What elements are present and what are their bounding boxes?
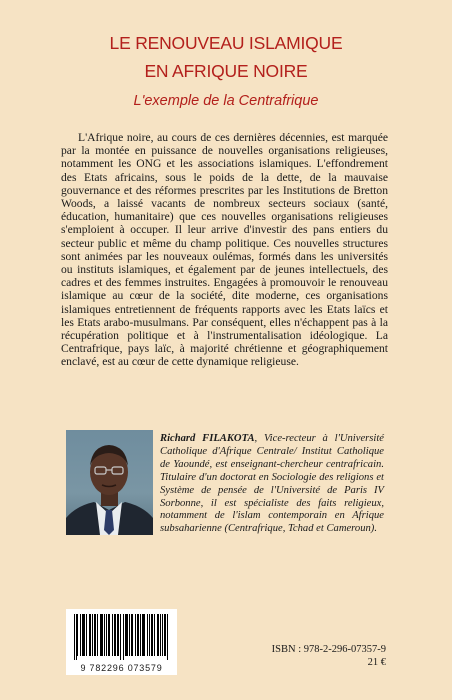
author-bio [160, 433, 384, 536]
price: 21 € [367, 657, 386, 668]
barcode-digits: 9 782296 073579 [80, 663, 163, 673]
isbn-block [272, 643, 386, 669]
author-photo [66, 430, 153, 535]
book-title-line1: LE RENOUVEAU ISLAMIQUE [109, 33, 343, 53]
ean13-barcode-icon [74, 614, 169, 660]
barcode [66, 609, 177, 675]
summary-text: L'Afrique noire, au cours de ces dernières décennies, est marquée par la montée en puissance de nouvelles organisations religieuses, notamment les ONG et les associations islamiques. L'effondrement des Etats africains, sous le poids de la dette, de la mauvaise gouvernance et des réformes prescrites par les Institutions de Bretton Woods, a laissé vacants de nombreux secteurs sociaux (santé, éducation, humanitaire) que ces nouvelles organisations religieuses s'emploient à occuper. Il leur arrive d'investir des pans entiers du secteur public et même du champ politique. Ces nouvelles structures sont animées par les nouveaux oulémas, formés dans les universités ou instituts islamiques, et également par de jeunes intellectuels, des cadres et des femmes instruites. Engagées à promouvoir le renouveau islamique au cœur de la société, dite moderne, ces organisations islamiques entretiennent de fréquents rapports avec les Etats laïcs et les Etats arabo-musulmans. Par conséquent, elles n'échappent pas à la récupération politique et à l'instrumentalisation idéologique. La Centrafrique, pays laïc, à majorité chrétienne et géographiquement enclavé, est au cœur de cette dynamique religieuse. [61, 131, 388, 369]
isbn-number: ISBN : 978-2-296-07357-9 [271, 644, 386, 655]
author-name: Richard FILAKOTA [160, 433, 255, 444]
author-bio-text: , Vice-recteur à l'Université Catholique d'Afrique Centrale/ Institut Catholique de Yaoundé, est enseignant-chercheur centrafricain. Titulaire d'un doctorat en Sociologie des religions et Système de pensée de l'Université de Paris IV Sorbonne, il est spécialiste des faits religieux, notamment de l'islam contemporain en Afrique subsaharienne (Centrafrique, Tchad et Cameroun). [160, 433, 384, 535]
book-subtitle: L'exemple de la Centrafrique [133, 93, 319, 109]
author-portrait-icon [66, 430, 153, 535]
book-title-line2: EN AFRIQUE NOIRE [144, 61, 308, 81]
